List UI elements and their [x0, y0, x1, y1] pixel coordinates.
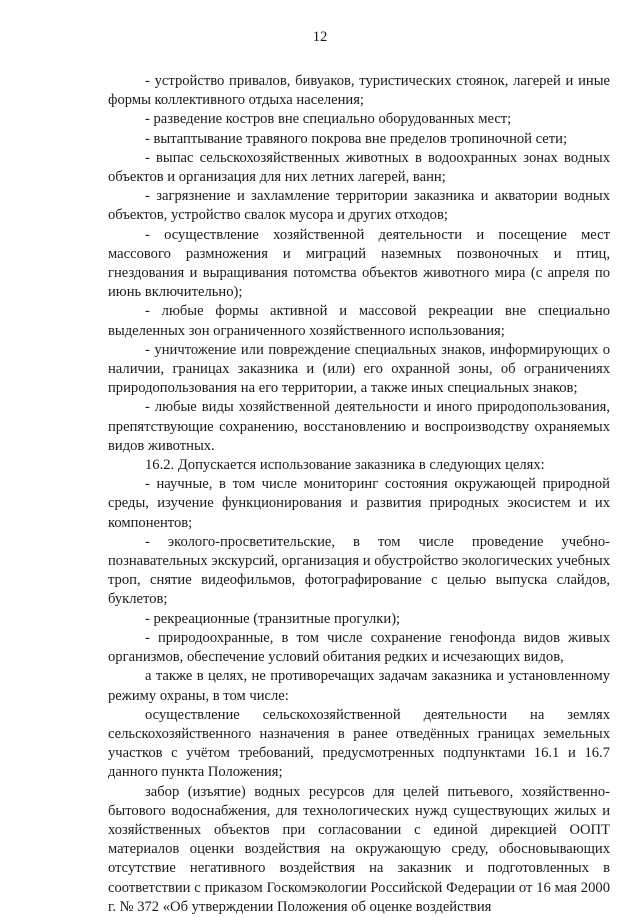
- paragraph: - научные, в том числе мониторинг состояния окружающей природной среды, изучение функционирования и развития природных экосистем и их компонентов;: [108, 476, 610, 531]
- paragraph: - устройство привалов, бивуаков, туристических стоянок, лагерей и иные формы коллективного отдыха населения;: [108, 73, 610, 109]
- paragraph: - разведение костров вне специально оборудованных мест;: [145, 111, 512, 128]
- paragraph: - загрязнение и захламление территории заказника и акватории водных объектов, устройство свалок мусора и других отходов;: [108, 188, 610, 224]
- paragraph: а также в целях, не противоречащих задачам заказника и установленному режиму охраны, в том числе:: [108, 668, 610, 704]
- paragraph: - природоохранные, в том числе сохранение генофонда видов живых организмов, обеспечение условий обитания редких и исчезающих видов,: [108, 629, 610, 666]
- paragraph: - любые формы активной и массовой рекреации вне специально выделенных зон ограниченного хозяйственного использования;: [108, 303, 610, 339]
- paragraph: - выпас сельскохозяйственных животных в водоохранных зонах водных объектов и организация для них летних лагерей, ванн;: [108, 149, 610, 186]
- paragraph: забор (изъятие) водных ресурсов для целей питьевого, хозяйственно-бытового водоснабжения, для технологических нужд существующих жилых и хозяйственных объектов при согласовании с единой дирекцией ООПТ материалов оценки воздействия на окружающую среду, обосновывающих отсутствие негативного воздействия на заказник и подготовленных в соответствии с приказом Госкомэкологии Российской Федерации от 16 мая 2000 г. № 372 «Об утверждении Положения об оценке воздействия: [108, 783, 610, 915]
- paragraph: - любые виды хозяйственной деятельности и иного природопользования, препятствующие сохранению, восстановлению и воспроизводству охраняемых видов животных.: [108, 399, 610, 454]
- paragraph: - осуществление хозяйственной деятельности и посещение мест массового размножения и миграций наземных позвоночных и птиц, гнездования и выращивания потомства объектов животного мира (с апреля по июнь включительно);: [108, 226, 610, 301]
- paragraph: - эколого-просветительские, в том числе проведение учебно-познавательных экскурсий, организация и обустройство экологических учебных троп, снятие видеофильмов, фотографирование с целью выпуска слайдов, буклетов;: [108, 533, 610, 608]
- paragraph: осуществление сельскохозяйственной деятельности на землях сельскохозяйственного назначения в ранее отведённых границах земельных участков с учётом требований, предусмотренных подпунктами 16.1 и 16.7 данного пункта Положения;: [108, 706, 610, 781]
- section-heading: 16.2. Допускается использование заказника в следующих целях:: [145, 457, 545, 474]
- document-body: [108, 72, 610, 917]
- paragraph: - уничтожение или повреждение специальных знаков, информирующих о наличии, границах заказника и (или) его охранной зоны, об ограничениях природопользования на его территории, а также иных специальных знаков;: [108, 341, 610, 397]
- page-number: 12: [312, 29, 328, 45]
- paragraph: - вытаптывание травяного покрова вне пределов тропиночной сети;: [145, 130, 568, 147]
- paragraph: - рекреационные (транзитные прогулки);: [145, 610, 401, 627]
